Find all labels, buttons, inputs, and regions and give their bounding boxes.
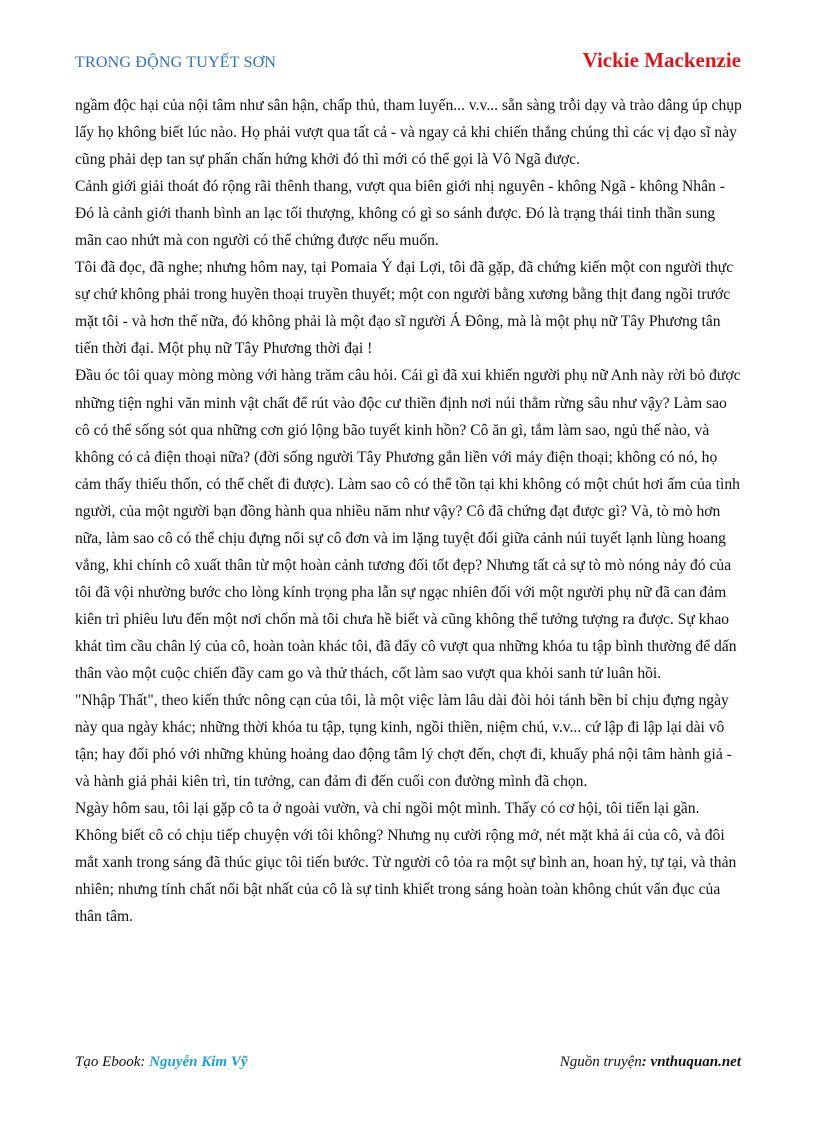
ebook-credit-label: Tạo Ebook (75, 1054, 141, 1070)
paragraph-3: Tôi đã đọc, đã nghe; nhưng hôm nay, tại Pomaia Ý đại Lợi, tôi đã gặp, đã chứng kiến một con người thực sự chứ không phải trong huyền thoại truyền thuyết; một con người bằng xương bằng thịt đang ngồi trước mặt tôi - và hơn thế nữa, đó không phải là một đạo sĩ người Á Đông, mà là một phụ nữ Tây Phương tân tiến thời đại. Một phụ nữ Tây Phương thời đại ! (75, 259, 734, 358)
source-credit (560, 1054, 741, 1071)
paragraph-5: "Nhập Thất", theo kiến thức nông cạn của tôi, là một việc làm lâu dài đòi hỏi tánh bền bỉ chịu đựng ngày này qua ngày khác; những thời khóa tu tập, tụng kinh, ngồi thiền, niệm chú, v.v... cứ lập đi lập lại dài vô tận; hay đối phó với những khủng hoảng dao động tâm lý chợt đến, chợt đi, khuấy phá nội tâm hành giả - và hành giả phải kiên trì, tin tưởng, can đảm đi đến cuối con đường mình đã chọn. (75, 692, 732, 791)
ebook-credit (75, 1054, 248, 1071)
ebook-credit-separator: : (140, 1054, 150, 1070)
author-name: Vickie Mackenzie (582, 48, 741, 72)
ebook-creator-name: Nguyễn Kim Vỹ (149, 1054, 248, 1070)
paragraph-4: Đầu óc tôi quay mòng mòng với hàng trăm câu hỏi. Cái gì đã xui khiến người phụ nữ Anh này rời bỏ được những tiện nghi văn minh vật chất để rút vào độc cư thiền định nơi núi thẳm rừng sâu như vậy? Làm sao cô có thể sống sót qua những cơn gió lộng bão tuyết kinh hồn? Cô ăn gì, tắm làm sao, ngủ thế nào, và không có cả điện thoại nữa? (đời sống người Tây Phương gắn liền với máy điện thoại; không có nó, họ cảm thấy thiếu thốn, có thể chết đi được). Làm sao cô có thể tồn tại khi không có một chút hơi ấm của tình người, của một người bạn đồng hành qua nhiều năm như vậy? Cô đã chứng đạt được gì? Và, tò mò hơn nữa, làm sao cô có thể chịu đựng nổi sự cô đơn và im lặng tuyệt đối giữa cảnh núi tuyết lạnh lùng hoang vắng, khi chính cô xuất thân từ một hoàn cảnh tương đối tốt đẹp? Nhưng tất cả sự tò mò nóng nảy đó của tôi đã vội nhường bước cho lòng kính trọng pha lẫn sự ngạc nhiên đối với một người phụ nữ đã can đảm kiên trì phiêu lưu đến một nơi chốn mà tôi chưa hề biết và cũng không thể tưởng tượng ra được. Sự khao khát tìm cầu chân lý của cô, hoàn toàn khác tôi, đã đẩy cô vượt qua những khóa tu tập bình thường để dấn thân vào một cuộc chiến đầy cam go và thử thách, cốt làm sao vượt qua khỏi sanh tử luân hồi. (75, 367, 741, 682)
source-credit-separator: : (641, 1054, 651, 1070)
paragraph-1: ngầm độc hại của nội tâm như sân hận, chấp thủ, tham luyến... v.v... sẵn sàng trỗi dạy và trào dâng úp chụp lấy họ không biết lúc nào. Họ phải vượt qua tất cả - và ngay cả khi chiến thắng chúng thì các vị đạo sĩ này cũng phải dẹp tan sự phấn chấn hứng khởi đó thì mới có thể gọi là Vô Ngã được. (75, 97, 742, 169)
source-site: vnthuquan.net (650, 1054, 741, 1070)
page-footer (75, 1054, 741, 1078)
source-credit-label: Nguồn truyện (559, 1054, 642, 1070)
page-header (75, 48, 741, 78)
page-content (75, 92, 745, 930)
paragraph-6: Ngày hôm sau, tôi lại gặp cô ta ở ngoài vườn, và chỉ ngồi một mình. Thấy có cơ hội, tôi tiến lại gần. Không biết cô có chịu tiếp chuyện với tôi không? Nhưng nụ cười rộng mở, nét mặt khả ái của cô, và đôi mắt xanh trong sáng đã thúc giục tôi tiến bước. Từ người cô tỏa ra một sự bình an, hoan hỷ, tự tại, và thản nhiên; nhưng tính chất nổi bật nhất của cô là sự tinh khiết trong sáng hoàn toàn không chút vẩn đục của thân tâm. (75, 800, 737, 926)
book-title: TRONG ĐỘNG TUYẾT SƠN (75, 54, 277, 71)
paragraph-2: Cảnh giới giải thoát đó rộng rãi thênh thang, vượt qua biên giới nhị nguyên - không Ngã - không Nhân - Đó là cảnh giới thanh bình an lạc tối thượng, không có gì so sánh được. Đó là trạng thái tinh thần sung mãn cao nhứt mà con người có thể chứng được nếu muốn. (75, 178, 725, 250)
